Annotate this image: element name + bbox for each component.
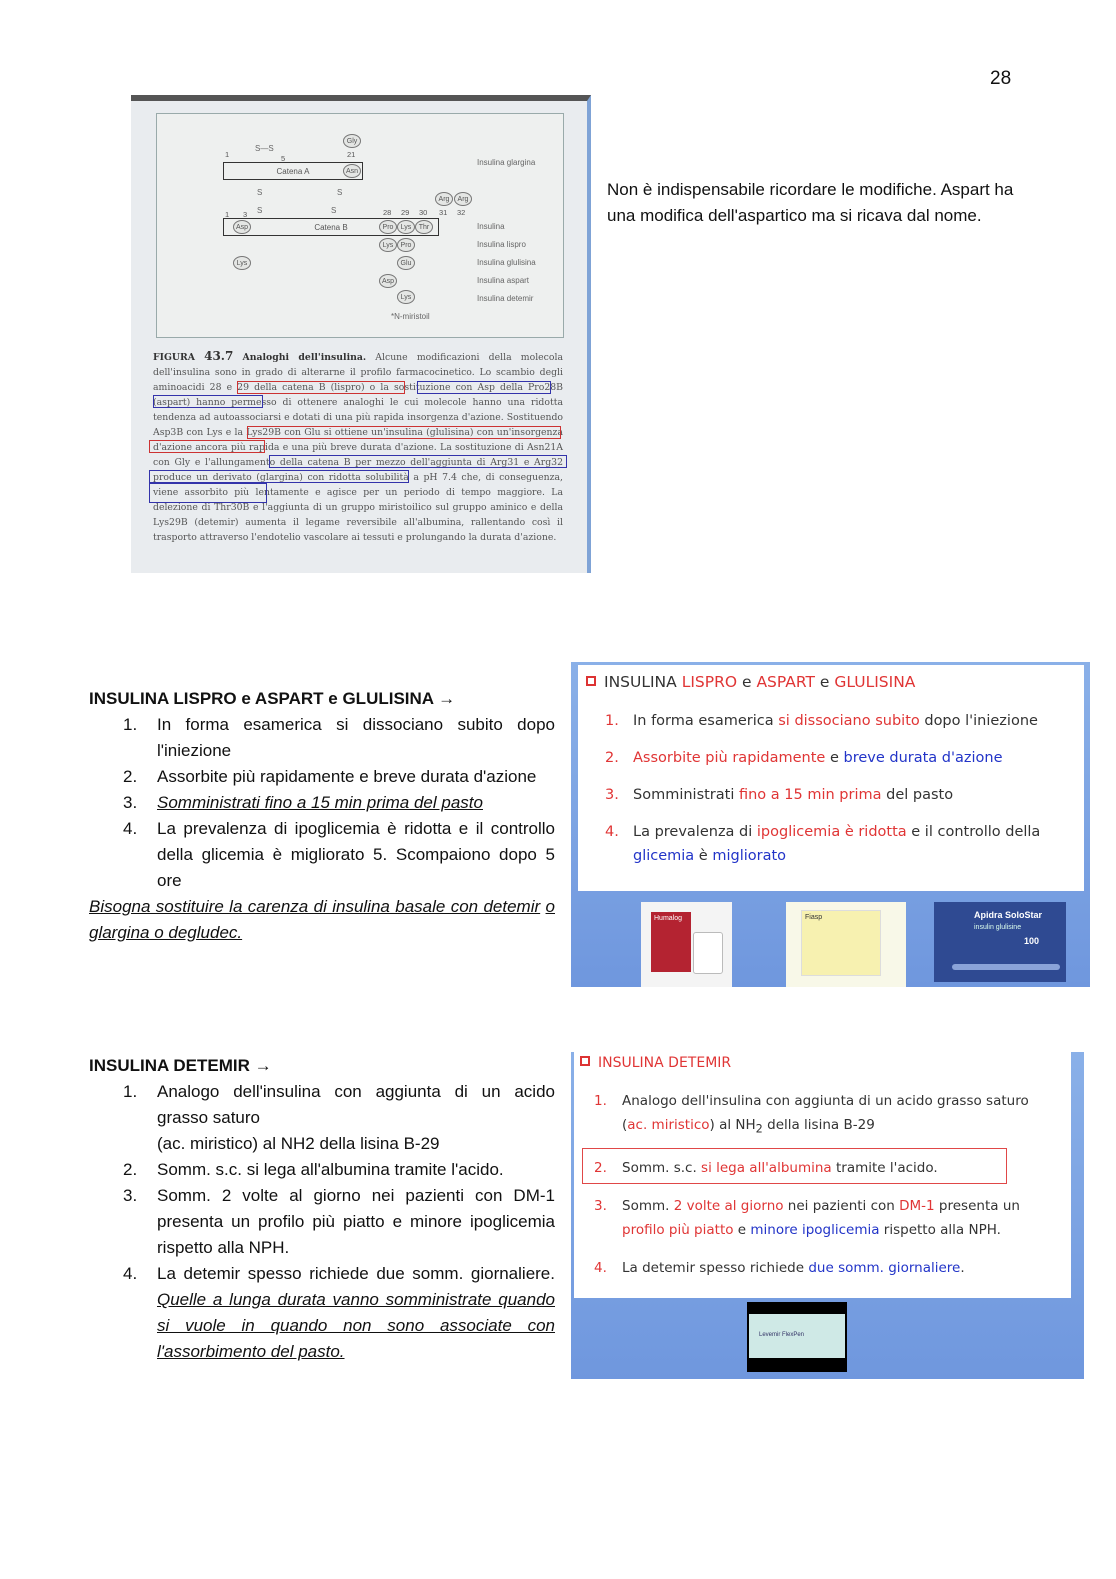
aa-lys: Lys bbox=[397, 220, 415, 234]
t: ASPART bbox=[756, 673, 815, 691]
aa-arg1: Arg bbox=[435, 192, 453, 206]
highlight-red bbox=[149, 440, 265, 453]
chain-b-box: Catena B bbox=[223, 218, 439, 236]
t: Somministrati bbox=[633, 787, 739, 803]
num: 28 bbox=[383, 208, 392, 217]
aa-lys3: Lys bbox=[397, 290, 415, 304]
t: e bbox=[733, 1221, 751, 1238]
disulfide: S bbox=[337, 188, 343, 197]
page-number: 28 bbox=[990, 68, 1012, 89]
t: e bbox=[825, 750, 844, 766]
disulfide: S bbox=[257, 188, 263, 197]
section-heading: INSULINA LISPRO e ASPART e GLULISINA → bbox=[89, 689, 456, 708]
pen-image bbox=[747, 1302, 847, 1372]
list-item bbox=[89, 816, 555, 894]
label-miristoil: *N-miristoil bbox=[391, 312, 430, 321]
list-item bbox=[89, 1157, 555, 1183]
t: In forma esamerica bbox=[633, 713, 779, 729]
item-number: 3. bbox=[123, 793, 138, 812]
t: ( bbox=[622, 1117, 628, 1133]
txt: La detemir spesso richiede due somm. giornaliere. bbox=[622, 1259, 965, 1276]
highlight-blue bbox=[269, 455, 567, 468]
label-detemir: Insulina detemir bbox=[477, 294, 534, 303]
aa-lys4: Lys bbox=[233, 256, 251, 270]
slide-detemir bbox=[571, 1052, 1084, 1379]
slide-item bbox=[594, 1089, 1064, 1142]
num: 1 bbox=[225, 210, 230, 219]
footer-b: o glargina o degludec. bbox=[89, 897, 555, 942]
highlight-box bbox=[582, 1148, 1007, 1184]
label-aspart: Insulina aspart bbox=[477, 276, 530, 285]
t: Quelle a lunga durata vanno somministrate quando si vuole in quando non sono associate con l'assorbimento del pasto. bbox=[157, 1290, 555, 1361]
section-lispro bbox=[89, 686, 555, 946]
disulfide: S bbox=[257, 206, 263, 215]
product-apidra bbox=[934, 902, 1066, 982]
item-text: Assorbite più rapidamente e breve durata d'azione bbox=[157, 767, 537, 786]
t: si dissociano subito bbox=[778, 713, 920, 729]
item-number: 2. bbox=[123, 1160, 138, 1179]
aa-lys2: Lys bbox=[379, 238, 397, 252]
t: INSULINA bbox=[604, 673, 682, 691]
t: breve durata d'azione bbox=[843, 750, 1003, 766]
t: LISPRO bbox=[681, 673, 738, 691]
num: 1 bbox=[225, 150, 230, 159]
label-glargina: Insulina glargina bbox=[477, 158, 536, 167]
aa-asn: Asn bbox=[343, 164, 361, 178]
pen-body bbox=[749, 1314, 845, 1358]
item-number: 3. bbox=[123, 1186, 138, 1205]
n: 2. bbox=[605, 750, 619, 766]
t: GLULISINA bbox=[834, 673, 916, 691]
highlight-red bbox=[237, 381, 405, 394]
t: si lega all'albumina bbox=[701, 1159, 832, 1176]
num: 32 bbox=[457, 208, 466, 217]
t: tramite l'acido. bbox=[831, 1159, 938, 1176]
t: ipoglicemia è ridotta bbox=[756, 824, 907, 840]
t: La prevalenza di bbox=[633, 824, 757, 840]
num: 31 bbox=[439, 208, 448, 217]
footer-a: Bisogna sostituire la carenza di insulina basale con detemir bbox=[89, 897, 541, 916]
aa-asp2: Asp bbox=[379, 274, 397, 288]
list-item bbox=[89, 790, 555, 816]
txt bbox=[633, 820, 1075, 868]
item-text bbox=[157, 1079, 555, 1157]
txt bbox=[633, 783, 953, 807]
n: 4. bbox=[594, 1259, 607, 1276]
item-number: 4. bbox=[123, 1264, 138, 1283]
caption-fig: FIGURA bbox=[153, 352, 195, 363]
n: 4. bbox=[605, 824, 619, 840]
slide-list bbox=[605, 709, 1075, 868]
slide-item bbox=[605, 820, 1075, 868]
apidra-dose: 100 bbox=[1024, 936, 1040, 946]
section-heading: INSULINA DETEMIR → bbox=[89, 1056, 272, 1075]
t: Somm. bbox=[622, 1197, 674, 1214]
t: La detemir spesso richiede due somm. giornaliere. bbox=[157, 1264, 555, 1283]
t: dopo l'iniezione bbox=[919, 713, 1038, 729]
square-bullet-icon bbox=[580, 1056, 590, 1066]
item-number: 1. bbox=[123, 1082, 138, 1101]
t: Somm. s.c. bbox=[622, 1159, 702, 1176]
highlight-blue bbox=[149, 483, 267, 503]
t: è bbox=[694, 848, 713, 864]
label-glulisina: Insulina glulisina bbox=[477, 258, 536, 267]
t: presenta un bbox=[934, 1197, 1020, 1214]
t: migliorato bbox=[712, 848, 787, 864]
highlight-blue bbox=[153, 395, 263, 408]
t: del pasto bbox=[881, 787, 954, 803]
txt bbox=[633, 709, 1038, 733]
slide-item bbox=[605, 783, 1075, 807]
label-insulina: Insulina bbox=[477, 222, 505, 231]
pen-icon bbox=[952, 964, 1060, 970]
t: La detemir spesso richiede bbox=[622, 1259, 809, 1276]
t: rispetto alla NPH. bbox=[879, 1221, 1001, 1238]
caption-title: Analoghi dell'insulina. bbox=[242, 352, 367, 363]
slide-item bbox=[594, 1194, 1064, 1242]
item-text: Somm. 2 volte al giorno nei pazienti con DM-1 presenta un profilo più piatto e minore ipoglicemia rispetto alla NPH. bbox=[157, 1186, 555, 1257]
humalog-box: Humalog bbox=[651, 912, 691, 972]
t: e il controllo della bbox=[906, 824, 1041, 840]
product-humalog bbox=[641, 902, 732, 987]
t: 2 volte al giorno bbox=[673, 1197, 784, 1214]
slide-title bbox=[580, 1055, 731, 1071]
aa-asp: Asp bbox=[233, 220, 251, 234]
caption-text: Alcune modificazioni della molecola dell'insulina sono in grado di alterarne il profilo farmacocinetico. Lo scambio degli aminoacidi 28 e 29 della catena B (lispro) o la sostituzione con Asp della Pro28B (aspart) hanno permesso di ottenere analoghi le cui molecole hanno una ridotta tendenza ad autoassociarsi e dotati di una più rapida insorgenza d'azione. Sostituendo Asp3B con Lys e la Lys29B con Glu si ottiene un'insulina (glulisina) con un'insorgenza d'azione ancora più rapida e una più breve durata d'azione. La sostituzione di Asn21A con Gly e l'allungamento della catena B per mezzo dell'aggiunta di Arg31 e Arg32 produce un derivato (glargina) con ridotta solubilità a pH 7.4 che, di conseguenza, viene assorbito più lentamente e agisce per un periodo di tempo maggiore. La delezione di Thr30B e l'aggiunta di un gruppo miristoilico sul gruppo aminico e della Lys29B (detemir) aumenta il legame reversibile all'albumina, rallentando così il trasporto attraverso l'endotelio vascolare ai tessuti e prolungando la durata d'azione. bbox=[153, 352, 563, 543]
aa-gly: Gly bbox=[343, 134, 361, 148]
t: ac. miristico bbox=[627, 1117, 710, 1133]
apidra-sub: insulin glulisine bbox=[974, 924, 1022, 931]
num: 3 bbox=[243, 210, 248, 219]
item-number: 4. bbox=[123, 819, 138, 838]
slide-list bbox=[594, 1089, 1064, 1280]
item-text: Somministrati fino a 15 min prima del pasto bbox=[157, 793, 483, 812]
item-text: Somm. s.c. si lega all'albumina tramite l'acido. bbox=[157, 1160, 504, 1179]
num: 29 bbox=[401, 208, 410, 217]
txt bbox=[633, 746, 1003, 770]
figure-scan bbox=[131, 95, 591, 573]
n: 3. bbox=[594, 1197, 607, 1214]
t: fino a 15 min prima bbox=[738, 787, 882, 803]
disulfide: S bbox=[331, 206, 337, 215]
t: e bbox=[737, 673, 757, 691]
t: Analogo dell'insulina con aggiunta di un acido grasso saturo bbox=[157, 1082, 555, 1127]
aa-thr: Thr bbox=[415, 220, 433, 234]
item-text: La prevalenza di ipoglicemia è ridotta e il controllo della glicemia è migliorato 5. Scompaiono dopo 5 ore bbox=[157, 819, 555, 890]
section-detemir bbox=[89, 1053, 555, 1365]
fiasp-box: Fiasp bbox=[801, 910, 881, 976]
n: 3. bbox=[605, 787, 619, 803]
slide-title bbox=[586, 673, 915, 691]
slide-item bbox=[605, 746, 1075, 770]
num: 30 bbox=[419, 208, 428, 217]
aa-pro2: Pro bbox=[397, 238, 415, 252]
product-fiasp bbox=[786, 902, 906, 987]
slide-item bbox=[594, 1156, 1064, 1180]
section-list bbox=[89, 712, 555, 894]
label-lispro: Insulina lispro bbox=[477, 240, 526, 249]
highlight-blue bbox=[149, 470, 409, 483]
t: glicemia bbox=[633, 848, 695, 864]
item-number: 1. bbox=[123, 715, 138, 734]
list-item bbox=[89, 712, 555, 764]
t: Analogo dell'insulina con aggiunta di un acido grasso saturo bbox=[622, 1093, 1029, 1109]
t: e bbox=[814, 673, 835, 691]
disulfide: S—S bbox=[255, 144, 274, 153]
highlight-blue bbox=[417, 381, 551, 394]
slide-panel bbox=[574, 1052, 1071, 1298]
t: minore ipoglicemia bbox=[750, 1221, 880, 1238]
square-bullet-icon bbox=[586, 676, 596, 686]
slide-lispro bbox=[571, 662, 1090, 987]
num: 21 bbox=[347, 150, 356, 159]
t: (ac. miristico) al NH2 della lisina B-29 bbox=[157, 1134, 440, 1153]
aa-arg2: Arg bbox=[454, 192, 472, 206]
item-text bbox=[157, 1261, 555, 1365]
txt bbox=[622, 1194, 1020, 1242]
txt bbox=[622, 1089, 1029, 1142]
note-text: Non è indispensabile ricordare le modifiche. Aspart ha una modifica dell'aspartico ma si ricava dal nome. bbox=[607, 180, 1014, 225]
section-list bbox=[89, 1079, 555, 1365]
n: 1. bbox=[594, 1093, 607, 1109]
slide-item bbox=[605, 709, 1075, 733]
apidra-name: Apidra SoloStar bbox=[974, 910, 1043, 920]
pen-label: Levemir FlexPen bbox=[759, 1332, 805, 1338]
aa-pro: Pro bbox=[379, 220, 397, 234]
item-number: 2. bbox=[123, 767, 138, 786]
list-item bbox=[89, 764, 555, 790]
chain-a-box: Catena A bbox=[223, 162, 363, 180]
list-item bbox=[89, 1079, 555, 1157]
caption-num: 43.7 bbox=[204, 349, 234, 363]
t: nei pazienti con bbox=[783, 1197, 900, 1214]
num: 5 bbox=[281, 154, 286, 163]
t: INSULINA DETEMIR bbox=[598, 1055, 732, 1071]
n: 2. bbox=[594, 1159, 607, 1176]
vial bbox=[693, 932, 723, 974]
list-item bbox=[89, 1261, 555, 1365]
t: della lisina B-29 bbox=[762, 1117, 875, 1133]
t: DM-1 bbox=[899, 1197, 935, 1214]
insulin-diagram bbox=[156, 113, 564, 338]
aa-glu: Glu bbox=[397, 256, 415, 270]
item-text: In forma esamerica si dissociano subito dopo l'iniezione bbox=[157, 715, 555, 760]
highlight-red bbox=[247, 426, 561, 439]
t: Assorbite più rapidamente bbox=[633, 750, 826, 766]
n: 1. bbox=[605, 713, 619, 729]
t: due somm. giornaliere bbox=[808, 1259, 961, 1276]
slide-panel bbox=[578, 665, 1084, 891]
t: 2 bbox=[755, 1122, 763, 1136]
t: profilo più piatto bbox=[622, 1221, 734, 1238]
slide-item bbox=[594, 1256, 1064, 1280]
list-item bbox=[89, 1183, 555, 1261]
section-footer bbox=[89, 894, 555, 946]
t: ) al NH bbox=[709, 1117, 756, 1133]
